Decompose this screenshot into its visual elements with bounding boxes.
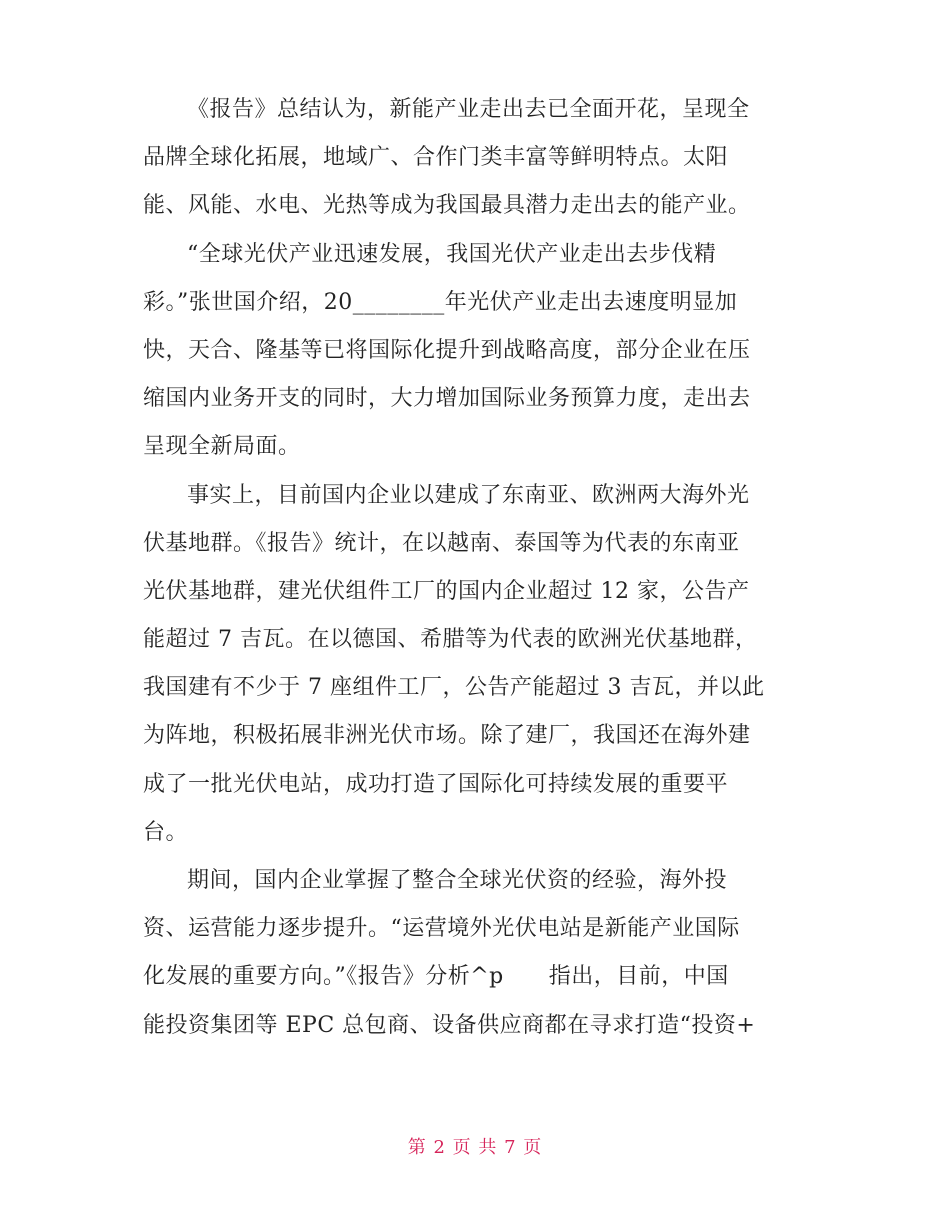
paragraph-line: 光伏基地群，建光伏组件工厂的国内企业超过 12 家，公告产 — [143, 578, 750, 604]
paragraph-line: 台。 — [143, 819, 189, 845]
paragraph-line: 《报告》总结认为，新能产业走出去已全面开花，呈现全 — [187, 97, 750, 122]
paragraph-line: 为阵地，积极拓展非洲光伏市场。除了建厂，我国还在海外建 — [143, 723, 751, 749]
page-number-footer: 第 2 页 共 7 页 — [407, 1137, 543, 1158]
paragraph-line: 化发展的重要方向。”《报告》分析^p 指出，目前，中国 — [143, 964, 729, 990]
paragraph-line: 成了一批光伏电站，成功打造了国际化可持续发展的重要平 — [143, 771, 729, 797]
paragraph-line: 能投资集团等 EPC 总包商、设备供应商都在寻求打造“投资+ — [143, 1012, 756, 1038]
paragraph-line: “全球光伏产业迅速发展，我国光伏产业走出去步伐精 — [187, 241, 717, 267]
paragraph-line: 快，天合、隆基等已将国际化提升到战略高度，部分企业在压 — [143, 337, 751, 363]
paragraph-line: 期间，国内企业掌握了整合全球光伏资的经验，海外投 — [187, 868, 728, 893]
paragraph-line: 彩。”张世国介绍，20________年光伏产业走出去速度明显加 — [143, 289, 738, 315]
paragraph-line: 能超过 7 吉瓦。在以德国、希腊等为代表的欧洲光伏基地群， — [143, 627, 758, 653]
document-body — [143, 86, 813, 1050]
paragraph-line: 事实上，目前国内企业以建成了东南亚、欧洲两大海外光 — [187, 482, 750, 508]
paragraph-line: 缩国内业务开支的同时，大力增加国际业务预算力度，走出去 — [143, 386, 751, 412]
paragraph-line: 资、运营能力逐步提升。“运营境外光伏电站是新能产业国际 — [143, 916, 740, 942]
paragraph-line: 伏基地群。《报告》统计，在以越南、泰国等为代表的东南亚 — [143, 530, 740, 556]
paragraph-line: 我国建有不少于 7 座组件工厂，公告产能超过 3 吉瓦，并以此 — [143, 675, 765, 701]
paragraph-line: 品牌全球化拓展，地域广、合作门类丰富等鲜明特点。太阳 — [143, 145, 729, 171]
paragraph-line: 呈现全新局面。 — [143, 434, 301, 460]
paragraph-line: 能、风能、水电、光热等成为我国最具潜力走出去的能产业。 — [143, 193, 751, 219]
